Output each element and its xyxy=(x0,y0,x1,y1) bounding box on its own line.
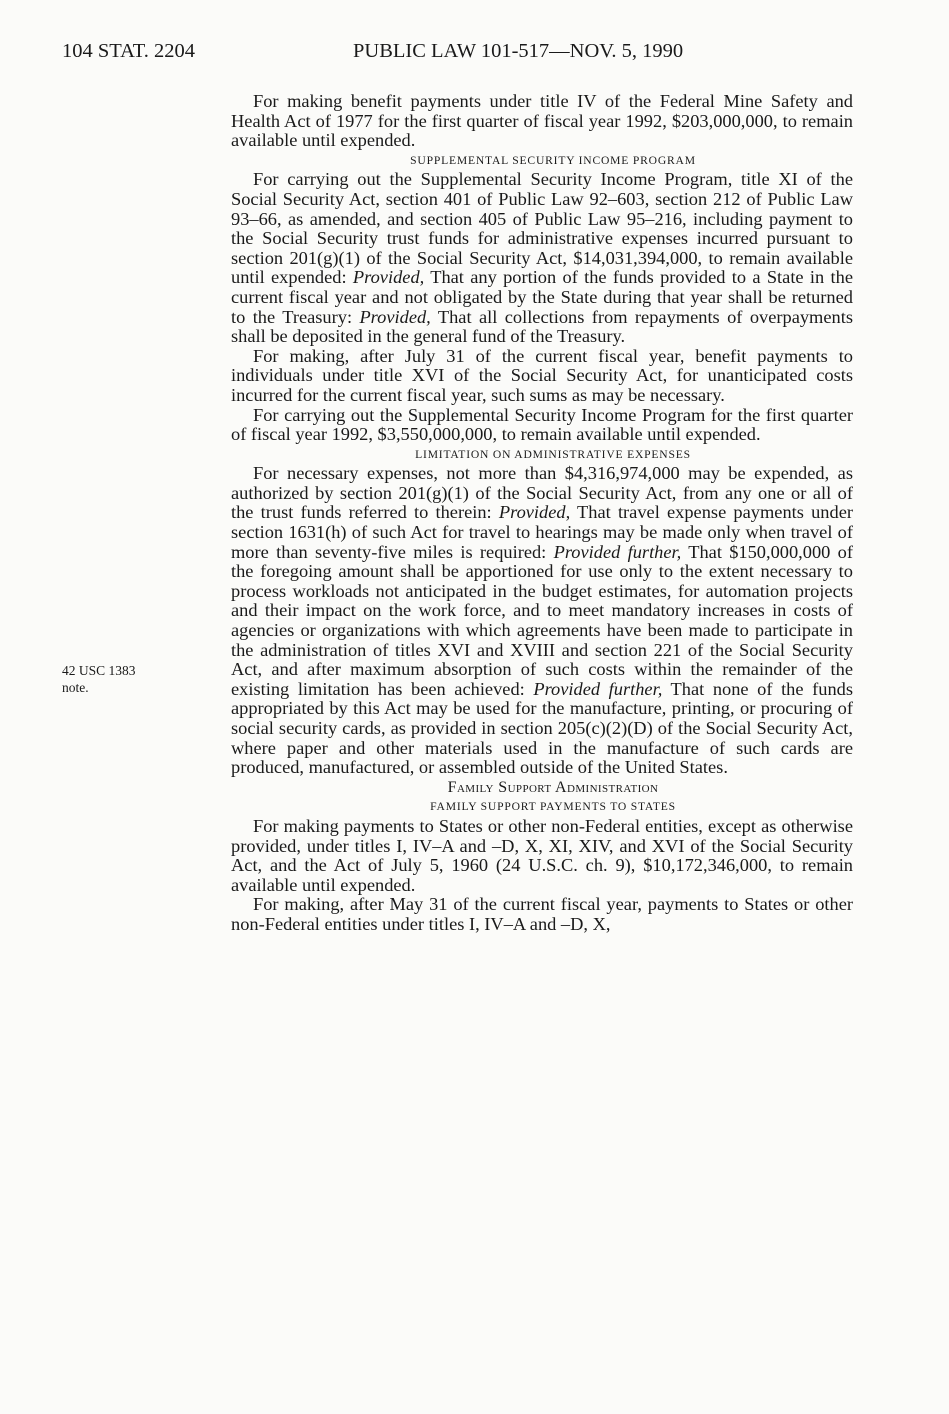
margin-note-suffix: note. xyxy=(62,680,89,695)
lim-text-b: That travel expense payments under section 1631(h) of such Act for travel to hearings may be made only when travel of more than seventy-five miles is required: xyxy=(231,502,853,562)
lim-text-d: That none of the funds appropriated by this Act may be used for the manufacture, printing, or procuring of social security cards, as provided in section 205(c)(2)(D) of the Social Security Act, where paper and other materials used in the manufacture of such cards are produced, manufactured, or assembled outside of the United States. xyxy=(231,678,853,778)
running-head: PUBLIC LAW 101-517—NOV. 5, 1990 xyxy=(353,40,684,62)
page-header xyxy=(62,40,829,70)
ssi-p1-text-a: For carrying out the Supplemental Security Income Program, title XI of the Social Security Act, section 401 of Public Law 92–603, section 212 of Public Law 93–66, as amended, and section 405 of Public Law 95–216, including payment to the Social Security trust funds for administrative expenses incurred pursuant to section 201(g)(1) of the Social Security Act, $14,031,394,000, to remain available until expended: xyxy=(231,169,853,288)
ssi-p1-provided-2: Provided, xyxy=(359,306,431,327)
ssi-paragraph-2: For making, after July 31 of the current fiscal year, benefit payments to individuals under title XVI of the Social Security Act, for unanticipated costs incurred for the current fiscal year, such sums as may be necessary. xyxy=(231,345,853,405)
lim-text-a: For necessary expenses, not more than $4,316,974,000 may be expended, as authorized by section 201(g)(1) of the Social Security Act, from any one or all of the trust funds referred to therein: xyxy=(231,463,853,523)
fsa-paragraph-2: For making, after May 31 of the current fiscal year, payments to States or other non-Federal entities under titles I, IV–A and –D, X, xyxy=(231,894,853,934)
mine-safety-paragraph: For making benefit payments under title IV of the Federal Mine Safety and Health Act of 1977 for the first quarter of fiscal year 1992, $203,000,000, to remain available until expended. xyxy=(231,91,853,151)
fsa-heading: Family Support Administration xyxy=(447,778,659,796)
ssi-p1-text-b: That any portion of the funds provided to a State in the current fiscal year and not obligated by the State during that year shall be returned to the Treasury: xyxy=(231,267,853,327)
ssi-heading: SUPPLEMENTAL SECURITY INCOME PROGRAM xyxy=(410,153,696,167)
limitation-heading: LIMITATION ON ADMINISTRATIVE EXPENSES xyxy=(415,447,691,461)
margin-note-citation: 42 USC 1383 xyxy=(62,663,136,678)
margin-note xyxy=(62,662,136,696)
lim-text-c: That $150,000,000 of the foregoing amount shall be apportioned for use only to the extent necessary to process workloads not anticipated in the budget estimates, for automation projects and their impact on the work force, and to meet mandatory increases in costs of agencies or organizations with which agreements have been made to participate in the administration of titles XVI and XVIII and section 221 of the Social Security Act, and after maximum absorption of such costs within the remainder of the existing limitation has been achieved: xyxy=(231,541,853,699)
ssi-paragraph-1 xyxy=(231,170,853,346)
lim-provided-1: Provided, xyxy=(498,502,571,523)
ssi-p1-text-c: That all collections from repayments of overpayments shall be deposited in the general fund of the Treasury. xyxy=(231,306,853,347)
stat-citation: 104 STAT. 2204 xyxy=(62,40,195,62)
lim-provided-2: Provided further, xyxy=(553,541,682,562)
limitation-paragraph xyxy=(231,464,853,778)
fsa-paragraph-1: For making payments to States or other non-Federal entities, except as otherwise provided, under titles I, IV–A and –D, X, XI, XIV, and XVI of the Social Security Act, and the Act of July 5, 1960 (24 U.S.C. ch. 9), $10,172,346,000, to remain available until expended. xyxy=(231,815,853,895)
ssi-paragraph-3: For carrying out the Supplemental Security Income Program for the first quarter of fiscal year 1992, $3,550,000,000, to remain available until expended. xyxy=(231,404,853,445)
fsa-subheading: FAMILY SUPPORT PAYMENTS TO STATES xyxy=(430,800,676,814)
body-text xyxy=(231,92,853,935)
ssi-p1-provided-1: Provided, xyxy=(352,267,425,288)
lim-provided-3: Provided further, xyxy=(533,678,663,699)
